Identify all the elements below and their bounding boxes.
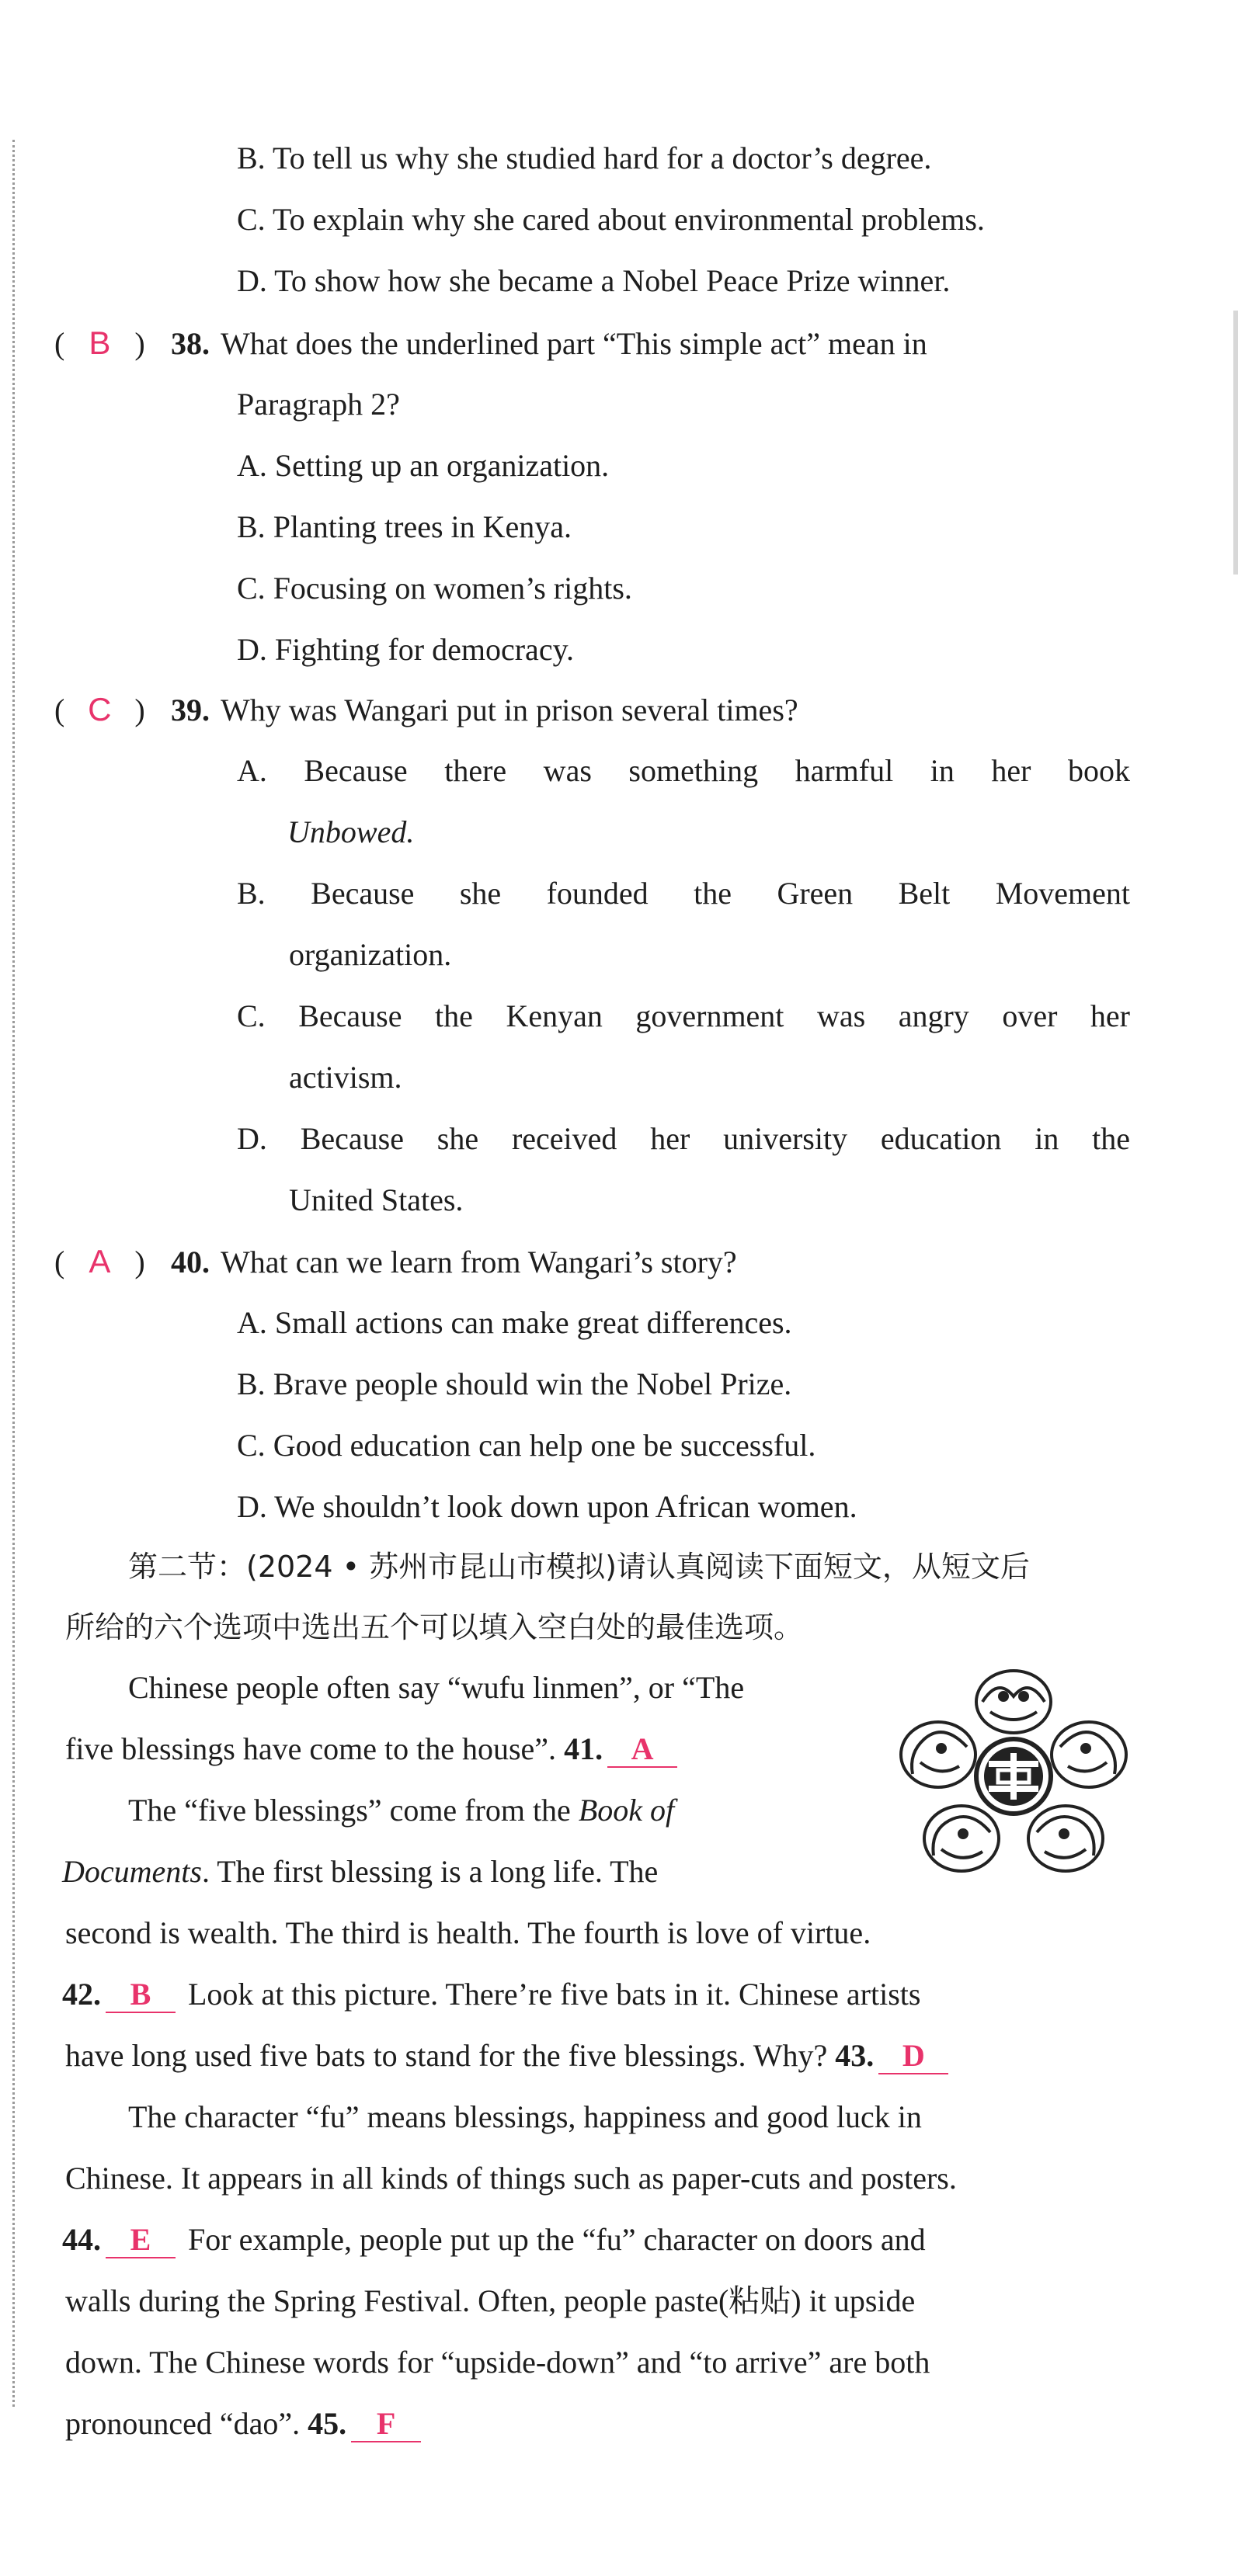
blank-44-number: 44. — [62, 2222, 101, 2257]
q37-option-b: B. To tell us why she studied hard for a doctor’s degree. — [237, 141, 932, 175]
q38-option-c: C. Focusing on women’s rights. — [237, 571, 632, 606]
passage-p2-line3: second is wealth. The third is health. The fourth is love of virtue. — [65, 1915, 871, 1950]
passage-p3-line2: Chinese. It appears in all kinds of things such as paper-cuts and posters. — [65, 2161, 957, 2196]
five-bats-picture — [893, 1661, 1134, 1887]
q40-answer: A — [89, 1243, 111, 1279]
passage-p3-line6: pronounced “dao”. 45. F — [65, 2402, 426, 2446]
q39-option-c: C. Because the Kenyan government was angry over her — [237, 998, 1131, 1033]
q39-option-b-cont: organization. — [289, 937, 452, 972]
q39-option-a-cont: Unbowed. — [287, 814, 415, 849]
shou-medallion — [976, 1739, 1051, 1814]
q38-stem-cont: Paragraph 2? — [237, 387, 400, 422]
passage-p2-line2: Documents. The first blessing is a long life. The — [62, 1854, 659, 1889]
blank-42-answer: B — [106, 1977, 176, 2013]
q40-stem: ( A ) 40. What can we learn from Wangari’s story? — [54, 1240, 737, 1284]
q39-option-d-cont: United States. — [289, 1182, 464, 1217]
q39-option-b: B. Because she founded the Green Belt Movement — [237, 876, 1131, 911]
q40-option-d: D. We shouldn’t look down upon African women. — [237, 1489, 857, 1524]
passage-p1-line2: five blessings have come to the house”. 41. A — [65, 1727, 682, 1771]
bat-upper-left — [901, 1722, 975, 1787]
q37-option-d: D. To show how she became a Nobel Peace Prize winner. — [237, 263, 951, 298]
blank-44-answer: E — [106, 2223, 176, 2258]
passage-p3-line3: 44. E For example, people put up the “fu” character on doors and — [62, 2222, 926, 2257]
section2-instruction: 第二节：(2024 • 苏州市昆山市模拟)请认真阅读下面短文，从短文后 — [128, 1550, 1030, 1584]
passage-p3-line4: walls during the Spring Festival. Often, people paste(粘贴) it upside — [65, 2283, 916, 2318]
passage-p1-line1: Chinese people often say “wufu linmen”, or “The — [128, 1670, 745, 1705]
bat-lower-left — [924, 1806, 999, 1871]
passage-p3-line1: The character “fu” means blessings, happiness and good luck in — [128, 2099, 922, 2134]
q39-answer: C — [88, 691, 112, 727]
blank-43-number: 43. — [835, 2038, 875, 2073]
bat-top — [976, 1671, 1051, 1733]
q38-option-a: A. Setting up an organization. — [237, 448, 610, 483]
q39-option-c-cont: activism. — [289, 1060, 402, 1095]
passage-p2-line1: The “five blessings” come from the Book of — [128, 1793, 675, 1828]
binding-margin-line — [12, 140, 15, 2407]
passage-p2-line4: 42. B Look at this picture. There’re five bats in it. Chinese artists — [62, 1977, 921, 2012]
blank-41-answer: A — [607, 1732, 677, 1768]
blank-45-answer: F — [351, 2407, 421, 2442]
q38-answer: B — [89, 325, 111, 361]
passage-p2-line5: have long used five bats to stand for the five blessings. Why? 43. D — [65, 2034, 953, 2078]
q39-option-d: D. Because she received her university education in the — [237, 1121, 1131, 1156]
blank-42-number: 42. — [62, 1977, 101, 2012]
q40-option-b: B. Brave people should win the Nobel Prize. — [237, 1366, 792, 1401]
blank-43-answer: D — [878, 2039, 948, 2074]
blank-45-number: 45. — [308, 2406, 347, 2441]
q40-option-c: C. Good education can help one be successful. — [237, 1428, 816, 1463]
page-edge-mark — [1233, 311, 1238, 575]
q40-option-a: A. Small actions can make great differences. — [237, 1305, 792, 1340]
q39-option-a: A. Because there was something harmful in her book — [237, 753, 1130, 788]
blank-41-number: 41. — [564, 1731, 603, 1766]
q38-stem: ( B ) 38. What does the underlined part “This simple act” mean in — [54, 321, 927, 366]
section2-instruction-cont: 所给的六个选项中选出五个可以填入空白处的最佳选项。 — [65, 1610, 804, 1644]
q38-option-b: B. Planting trees in Kenya. — [237, 509, 572, 544]
passage-p3-line5: down. The Chinese words for “upside-down” and “to arrive” are both — [65, 2345, 930, 2380]
bat-upper-right — [1052, 1722, 1126, 1787]
q39-stem: ( C ) 39. Why was Wangari put in prison several times? — [54, 688, 798, 732]
q37-option-c: C. To explain why she cared about environmental problems. — [237, 202, 985, 237]
bat-lower-right — [1028, 1806, 1103, 1871]
q38-option-d: D. Fighting for democracy. — [237, 632, 574, 667]
